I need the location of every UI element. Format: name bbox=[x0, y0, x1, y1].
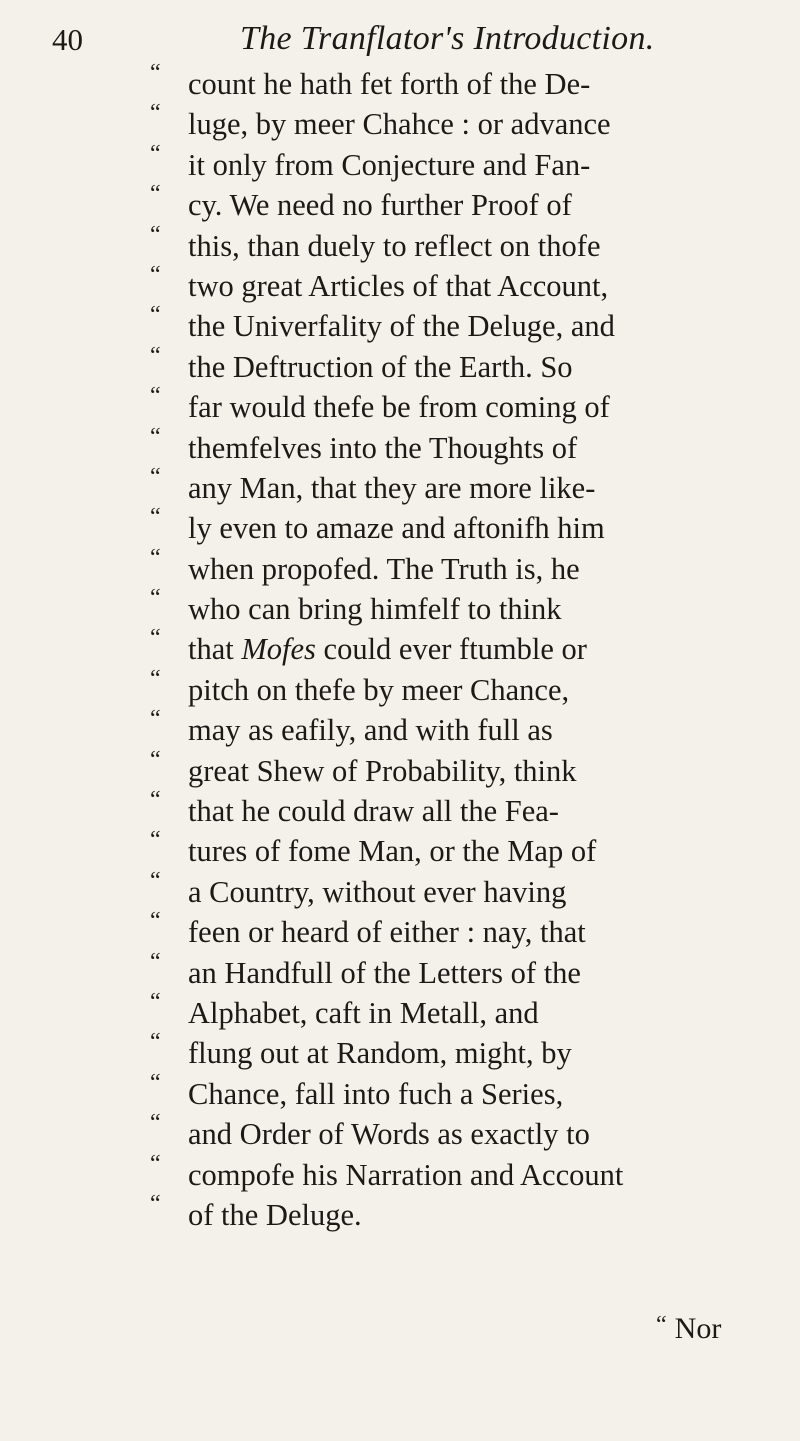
text-line bbox=[0, 504, 800, 548]
line-text: it only from Conjecture and Fan- bbox=[188, 147, 591, 182]
quote-mark: “ bbox=[150, 746, 161, 773]
line-text: this, than duely to reflect on thofe bbox=[188, 228, 601, 263]
quote-mark: “ bbox=[150, 585, 161, 612]
page-number: 40 bbox=[52, 22, 83, 57]
text-line bbox=[0, 181, 800, 225]
text-line bbox=[0, 625, 800, 669]
text-line bbox=[0, 988, 800, 1033]
quote-mark: “ bbox=[150, 1069, 161, 1096]
catchword-quote-mark: “ bbox=[656, 1312, 667, 1338]
quote-mark: “ bbox=[150, 827, 161, 854]
quote-mark: “ bbox=[150, 544, 161, 571]
line-text: the Deftruction of the Earth. So bbox=[188, 349, 573, 384]
body-text bbox=[0, 60, 800, 1235]
line-text: may as eafily, and with full as bbox=[188, 713, 553, 748]
text-line bbox=[0, 383, 800, 427]
quote-mark: “ bbox=[150, 988, 161, 1015]
line-text: cy. We need no further Proof of bbox=[188, 188, 572, 223]
text-line bbox=[0, 261, 800, 306]
text-line bbox=[0, 221, 800, 266]
line-text: and Order of Words as exactly to bbox=[188, 1117, 590, 1152]
quote-mark: “ bbox=[150, 1150, 161, 1177]
quote-mark: “ bbox=[150, 948, 161, 975]
quote-mark: “ bbox=[150, 665, 161, 692]
line-text: feen or heard of either : nay, that bbox=[188, 915, 586, 950]
line-text: tures of fome Man, or the Map of bbox=[188, 834, 597, 869]
text-line bbox=[0, 1150, 800, 1195]
text-line bbox=[0, 867, 800, 912]
quote-mark: “ bbox=[150, 504, 161, 531]
line-text: two great Articles of that Account, bbox=[188, 268, 609, 303]
quote-mark: “ bbox=[150, 221, 161, 248]
catchword-text: Nor bbox=[674, 1312, 722, 1345]
italic-name: Mofes bbox=[241, 632, 316, 667]
text-line bbox=[0, 140, 800, 185]
text-line bbox=[0, 544, 800, 589]
line-text: Chance, fall into fuch a Series, bbox=[188, 1076, 564, 1111]
text-line bbox=[0, 1110, 800, 1154]
quote-mark: “ bbox=[150, 706, 161, 733]
text-line bbox=[0, 665, 800, 710]
quote-mark: “ bbox=[150, 1110, 161, 1137]
text-line bbox=[0, 423, 800, 468]
quote-mark: “ bbox=[150, 625, 161, 652]
text-line bbox=[0, 302, 800, 346]
text-line bbox=[0, 60, 800, 104]
line-text: themfelves into the Thoughts of bbox=[188, 430, 578, 465]
quote-mark: “ bbox=[150, 463, 161, 490]
running-title: The Tranflator's Introduction. bbox=[240, 20, 655, 57]
page-header bbox=[0, 18, 800, 62]
quote-mark: “ bbox=[150, 423, 161, 450]
line-text: luge, by meer Chahce : or advance bbox=[188, 107, 611, 142]
line-text: flung out at Random, might, by bbox=[188, 1036, 572, 1071]
text-line bbox=[0, 585, 800, 629]
quote-mark: “ bbox=[150, 1190, 161, 1217]
quote-mark: “ bbox=[150, 60, 161, 86]
line-text: who can bring himfelf to think bbox=[188, 592, 562, 627]
line-text: far would thefe be from coming of bbox=[188, 390, 610, 425]
quote-mark: “ bbox=[150, 787, 161, 814]
quote-mark: “ bbox=[150, 181, 161, 208]
line-text: that he could draw all the Fea- bbox=[188, 794, 559, 829]
line-text: Alphabet, caft in Metall, and bbox=[188, 995, 539, 1030]
catchword bbox=[656, 1312, 721, 1346]
text-line bbox=[0, 100, 800, 144]
line-text: ly even to amaze and aftonifh him bbox=[188, 511, 605, 546]
line-text: an Handfull of the Letters of the bbox=[188, 955, 581, 990]
quote-mark: “ bbox=[150, 383, 161, 410]
text-line bbox=[0, 827, 800, 871]
line-text: count he hath fet forth of the De- bbox=[188, 67, 591, 101]
line-text: great Shew of Probability, think bbox=[188, 753, 577, 788]
text-line bbox=[0, 1190, 800, 1235]
text-line bbox=[0, 746, 800, 791]
line-text: a Country, without ever having bbox=[188, 874, 567, 909]
quote-mark: “ bbox=[150, 100, 161, 127]
quote-mark: “ bbox=[150, 867, 161, 894]
line-text: when propofed. The Truth is, he bbox=[188, 551, 580, 586]
quote-mark: “ bbox=[150, 1029, 161, 1056]
text-line bbox=[0, 908, 800, 952]
line-text: any Man, that they are more like- bbox=[188, 470, 596, 505]
quote-mark: “ bbox=[150, 302, 161, 329]
text-line bbox=[0, 706, 800, 750]
text-line bbox=[0, 787, 800, 831]
quote-mark: “ bbox=[150, 908, 161, 935]
line-text: the Univerfality of the Deluge, and bbox=[188, 309, 615, 344]
text-line bbox=[0, 1029, 800, 1073]
quote-mark: “ bbox=[150, 342, 161, 369]
line-text: compofe his Narration and Account bbox=[188, 1157, 624, 1192]
text-line bbox=[0, 342, 800, 387]
text-line bbox=[0, 463, 800, 508]
line-text: that Mofes could ever ftumble or bbox=[188, 632, 587, 667]
text-line bbox=[0, 948, 800, 993]
quote-mark: “ bbox=[150, 261, 161, 288]
line-text: of the Deluge. bbox=[188, 1197, 362, 1232]
quote-mark: “ bbox=[150, 140, 161, 167]
line-text: pitch on thefe by meer Chance, bbox=[188, 672, 570, 707]
text-line bbox=[0, 1069, 800, 1114]
